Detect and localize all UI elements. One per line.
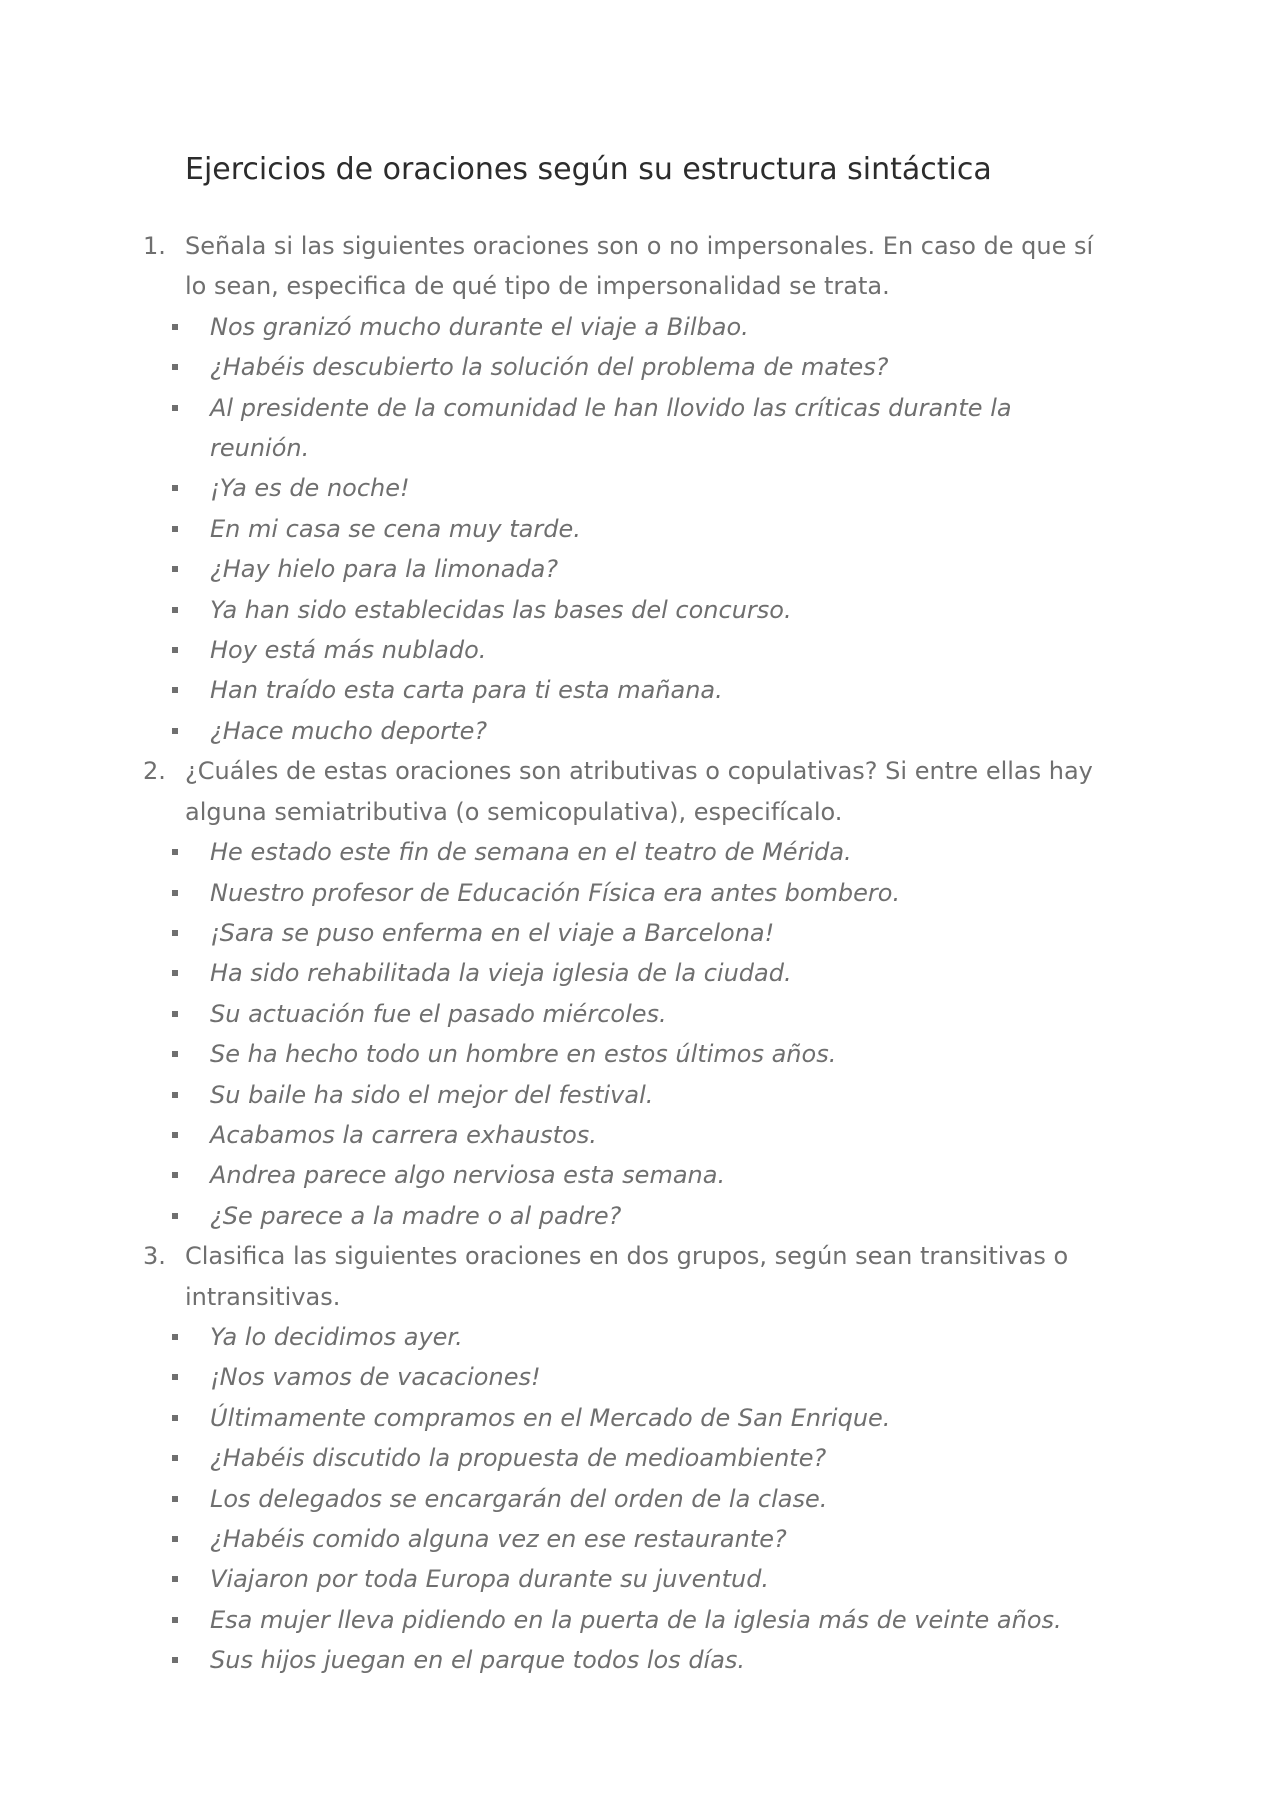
sentence-text: Últimamente compramos en el Mercado de San Enrique. [210, 1403, 891, 1432]
sentence-item [210, 549, 1090, 589]
square-bullet-icon [172, 485, 178, 491]
sentence-item [210, 994, 1090, 1034]
sentence-text: Acabamos la carrera exhaustos. [210, 1120, 597, 1149]
square-bullet-icon [172, 1132, 178, 1138]
sentence-item [210, 1479, 1090, 1519]
sentence-text: ¡Sara se puso enferma en el viaje a Barcelona! [210, 918, 775, 947]
exercise-number: 2. [143, 757, 166, 786]
sentence-text: Han traído esta carta para ti esta mañana. [210, 676, 723, 705]
square-bullet-icon [172, 1172, 178, 1178]
sentence-text: Andrea parece algo nerviosa esta semana. [210, 1161, 726, 1190]
sentence-item [210, 509, 1090, 549]
sentence-text: Esa mujer lleva pidiendo en la puerta de la iglesia más de veinte años. [210, 1605, 1062, 1634]
sentence-item [210, 1398, 1090, 1438]
sentence-text: ¿Hace mucho deporte? [210, 716, 488, 745]
square-bullet-icon [172, 1213, 178, 1219]
square-bullet-icon [172, 1536, 178, 1542]
sentence-text: ¿Habéis discutido la propuesta de medioambiente? [210, 1444, 827, 1473]
square-bullet-icon [172, 1415, 178, 1421]
sentence-text: He estado este fin de semana en el teatro de Mérida. [210, 838, 852, 867]
sentence-list [0, 832, 1280, 1236]
sentence-item [210, 307, 1090, 347]
sentence-text: Nuestro profesor de Educación Física era antes bombero. [210, 878, 901, 907]
sentence-item [210, 590, 1090, 630]
exercise-statement: Clasifica las siguientes oraciones en dos grupos, según sean transitivas o intransitivas. [185, 1242, 1069, 1311]
sentence-item [210, 913, 1090, 953]
sentence-text: Viajaron por toda Europa durante su juventud. [210, 1565, 770, 1594]
sentence-text: En mi casa se cena muy tarde. [210, 514, 581, 543]
sentence-text: Hoy está más nublado. [210, 636, 487, 665]
sentence-item [210, 1438, 1090, 1478]
sentence-item [210, 953, 1090, 993]
document-title: Ejercicios de oraciones según su estructura sintáctica [185, 152, 992, 187]
sentence-item [210, 1196, 1090, 1236]
sentence-item [210, 873, 1090, 913]
sentence-text: ¿Se parece a la madre o al padre? [210, 1201, 622, 1230]
sentence-text: ¿Habéis descubierto la solución del problema de mates? [210, 353, 889, 382]
square-bullet-icon [172, 364, 178, 370]
square-bullet-icon [172, 1092, 178, 1098]
sentence-list [0, 1317, 1280, 1681]
exercise-number: 3. [143, 1242, 166, 1271]
sentence-text: Su actuación fue el pasado miércoles. [210, 999, 667, 1028]
sentence-item [210, 347, 1090, 387]
square-bullet-icon [172, 1617, 178, 1623]
sentence-item [210, 832, 1090, 872]
sentence-text: ¡Ya es de noche! [210, 474, 410, 503]
sentence-text: Ya han sido establecidas las bases del concurso. [210, 595, 792, 624]
square-bullet-icon [172, 728, 178, 734]
square-bullet-icon [172, 566, 178, 572]
square-bullet-icon [172, 687, 178, 693]
exercise-number: 1. [143, 232, 166, 260]
sentence-item [210, 630, 1090, 670]
square-bullet-icon [172, 405, 178, 411]
square-bullet-icon [172, 849, 178, 855]
square-bullet-icon [172, 1011, 178, 1017]
sentence-text: Su baile ha sido el mejor del festival. [210, 1080, 654, 1109]
square-bullet-icon [172, 1374, 178, 1380]
sentence-text: Se ha hecho todo un hombre en estos últimos años. [210, 1040, 837, 1069]
square-bullet-icon [172, 1455, 178, 1461]
sentence-item [210, 1317, 1090, 1357]
sentence-item [210, 1075, 1090, 1115]
square-bullet-icon [172, 1496, 178, 1502]
sentence-item [210, 1600, 1090, 1640]
exercise-item [0, 1236, 1280, 1680]
square-bullet-icon [172, 1051, 178, 1057]
square-bullet-icon [172, 970, 178, 976]
exercise-item [0, 226, 1280, 751]
sentence-text: Los delegados se encargarán del orden de la clase. [210, 1484, 828, 1513]
square-bullet-icon [172, 890, 178, 896]
sentence-text: Ya lo decidimos ayer. [210, 1322, 463, 1351]
sentence-item [210, 1034, 1090, 1074]
sentence-item [210, 1559, 1090, 1599]
sentence-item [210, 388, 1090, 469]
sentence-item [210, 1357, 1090, 1397]
sentence-text: Ha sido rehabilitada la vieja iglesia de la ciudad. [210, 959, 792, 988]
sentence-item [210, 468, 1090, 508]
sentence-item [210, 711, 1090, 751]
square-bullet-icon [172, 1657, 178, 1663]
sentence-item [210, 1640, 1090, 1680]
sentence-text: ¿Hay hielo para la limonada? [210, 555, 559, 584]
sentence-item [210, 1115, 1090, 1155]
sentence-text: ¡Nos vamos de vacaciones! [210, 1363, 541, 1392]
square-bullet-icon [172, 526, 178, 532]
square-bullet-icon [172, 647, 178, 653]
square-bullet-icon [172, 324, 178, 330]
sentence-item [210, 1519, 1090, 1559]
square-bullet-icon [172, 930, 178, 936]
square-bullet-icon [172, 1334, 178, 1340]
sentence-list [0, 307, 1280, 751]
exercise-statement: Señala si las siguientes oraciones son o no impersonales. En caso de que sí lo sean, especifica de qué tipo de impersonalidad se trata. [185, 232, 1094, 301]
sentence-item [210, 1155, 1090, 1195]
sentence-text: Nos granizó mucho durante el viaje a Bilbao. [210, 312, 749, 341]
sentence-text: ¿Habéis comido alguna vez en ese restaurante? [210, 1525, 787, 1553]
exercise-list [0, 226, 1280, 1681]
sentence-text: Al presidente de la comunidad le han llovido las críticas durante la reunión. [210, 393, 1012, 463]
exercise-statement: ¿Cuáles de estas oraciones son atributivas o copulativas? Si entre ellas hay alguna semiatributiva (o semicopulativa), especifícalo. [185, 757, 1093, 826]
square-bullet-icon [172, 1576, 178, 1582]
square-bullet-icon [172, 607, 178, 613]
sentence-item [210, 670, 1090, 710]
exercise-item [0, 751, 1280, 1236]
sentence-text: Sus hijos juegan en el parque todos los días. [210, 1646, 746, 1675]
